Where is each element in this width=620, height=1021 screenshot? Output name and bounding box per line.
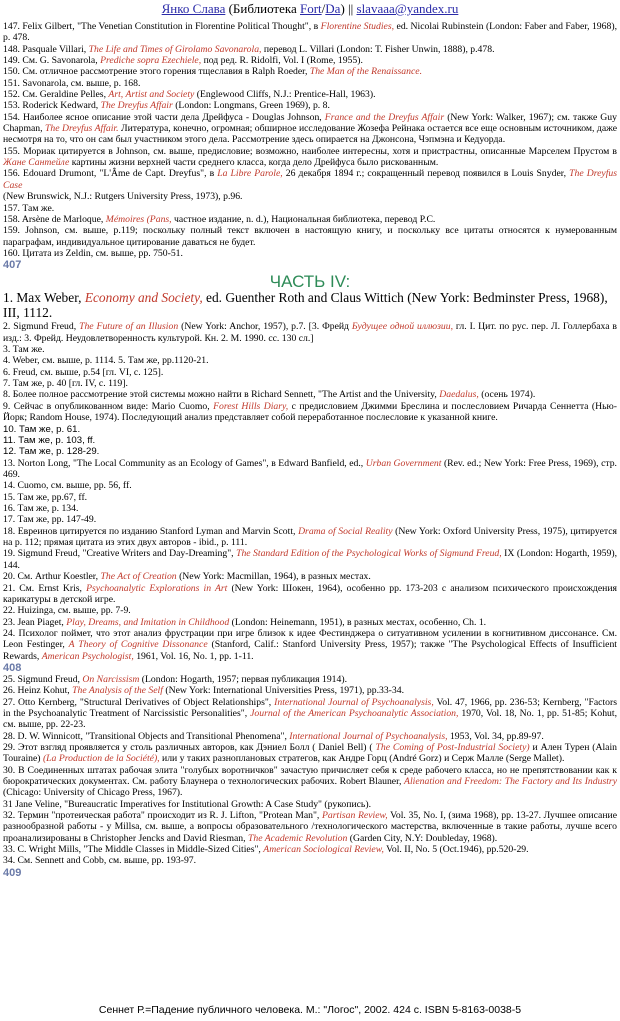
footnote-text: 150. См. отличное рассмотрение этого горения тщеславия в Ralph Roeder, <box>3 66 310 78</box>
source-title: Drama of Social Reality <box>298 525 393 537</box>
source-title: International Journal of Psychoanalysis, <box>289 730 448 742</box>
footnote-text: 20. См. Arthur Koestler, <box>3 571 101 583</box>
footnote <box>3 765 617 799</box>
footnote: 11. Там же, p. 103, ff. <box>3 434 96 446</box>
footnote-text: 1953, Vol. 34, pp.89-97. <box>447 730 544 742</box>
source-title: The Act of Creation <box>100 571 177 583</box>
part-heading: ЧАСТЬ IV: <box>269 272 351 292</box>
source-title: Florentine Studies, <box>320 21 395 32</box>
footnote-text: 160. Цитата из Zeldin, см. выше, pp. 750-51. <box>3 247 183 259</box>
footnote-text: 147. Felix Gilbert, "The Venetian Constitution in Florentine Political Thought", в <box>3 21 321 32</box>
footnote <box>3 146 617 169</box>
footnote-text: 27. Otto Kernberg, "Structural Derivatives of Object Relationships", <box>3 696 275 708</box>
footnote-text: гл. I. Цит. по рус. пер. Л. Голлербаха в изд.: 3. Фрейд. Неудовлетворенность культурой. Кн. 2. М. 1990. сс. 130 сл.] <box>3 321 618 344</box>
footnote-text: 21. См. Ernst Kris, <box>3 582 87 594</box>
page-number: 407 <box>3 259 22 272</box>
footnote-text: 4. Weber, см. выше, p. 1114. 5. Там же, pp.1120-21. <box>3 355 209 367</box>
footnote-text: (осень 1974). <box>478 389 536 401</box>
source-title: Будущее одной иллюзии, <box>351 321 453 333</box>
footnote-text: 32. Термин "протеическая работа" происходит из R. J. Lifton, "Protean Man", <box>3 810 322 822</box>
footnote-text: под ред. R. Ridolfi, Vol. I (Rome, 1955). <box>201 55 363 67</box>
footnote-text: (Garden City, N.Y: Doubleday, 1968). <box>347 832 498 844</box>
footnote <box>3 685 617 696</box>
footnote-text: 153. Roderick Kedward, <box>3 100 101 112</box>
source-title: The Future of an Illusion <box>79 321 179 333</box>
source-title: Journal of the American Psychoanalytic Association, <box>250 707 459 719</box>
footnote-text: 34. См. Sennett and Cobb, см. выше, pp. 193-97. <box>3 855 197 867</box>
author-link[interactable]: Янко Слава <box>161 1 226 16</box>
footnote <box>3 742 617 765</box>
footnote-text: 24. Психолог поймет, что этот анализ фрустрации при игре близок к идее Фестинджера о ситуативном усилении в когнитивном диссонансе. См. Leon Festinger, <box>3 627 617 651</box>
source-title: Forest Hills Diary, <box>213 400 289 412</box>
footnote-text: (Stanford, Calif.: Stanford University Press, 1957); также "The Psychological Effects of Insufficient Rewards, <box>3 639 617 662</box>
source-title: American Psychologist, <box>41 650 134 662</box>
footnote <box>3 168 617 191</box>
footnote-text: (London: Hogarth, 1957; первая публикация 1914). <box>139 673 348 685</box>
footnote <box>3 492 617 503</box>
footnote-text: (New York: Macmillan, 1964), в разных местах. <box>176 571 371 583</box>
footnote: 12. Там же, p. 128-29. <box>3 446 100 458</box>
source-title: Жане Сантейле <box>3 157 70 169</box>
footnote-text: с предисловием Джимми Бреслина и послесловием Ричарда Сеннетта (Нью-Йорк; Random House, 1974). Последующий анализ представляет собой переработанное послесловие к указанной книге. <box>3 400 618 424</box>
footnote-text: (New York: Oxford University Press, 1975), цитируется на p. 112; прямая цитата из этих двух авторов - ibid., p. 111. <box>3 525 617 549</box>
footnote-text: 17. Там же, pp. 147-49. <box>3 514 97 526</box>
footnote-text: картины жизни верхней части среднего класса, когда дело Дрейфуса было рискованным. <box>69 157 439 169</box>
library-label: (Библиотека <box>228 1 300 16</box>
footnote <box>3 458 617 481</box>
footnote <box>3 225 617 248</box>
source-title: Play, Dreams, and Imitation in Childhood <box>66 616 230 628</box>
source-title: (La Production de la Société), <box>42 753 160 765</box>
footnote-text: 3. Там же. <box>3 344 45 356</box>
footnote-text: частное издание, n. d.), Национальная библиотека, перевод P.C. <box>171 213 436 225</box>
source-title: The Coming of Post-Industrial Society) <box>375 741 530 753</box>
page-footer: Сеннет Р.=Падение публичного человека. М.: "Логос", 2002. 424 с. ISBN 5-8163-0038-5 <box>98 1004 522 1016</box>
footnote-text: 23. Jean Piaget, <box>3 616 67 628</box>
footnote <box>3 344 617 355</box>
da-link[interactable]: Da <box>325 1 341 16</box>
footnote <box>3 674 617 685</box>
footnote <box>3 89 617 100</box>
footnote-text: 26. Heinz Kohut, <box>3 685 73 697</box>
footnote-text: 151. Savonarola, см. выше, p. 168. <box>3 77 141 89</box>
footnote <box>3 112 617 146</box>
footnote-text: 25. Sigmund Freud, <box>3 673 83 685</box>
footnote-text: 155. Мориак цитируется в Johnson, см. выше, предисловие; возможно, наиболее интересны, хотя и пристрастны, описанные Марселем Прустом в <box>3 145 617 157</box>
source-title: La Libre Parole, <box>217 168 283 180</box>
footnote <box>3 697 617 731</box>
source-title: The Academic Revolution <box>247 832 348 844</box>
footnote-text: 31 Jane Veline, "Bureaucratic Imperatives for Institutional Growth: A Case Study" (рукопись). <box>3 798 372 810</box>
source-title: Daedalus, <box>439 389 479 401</box>
footnote-text: (Englewood Cliffs, N.J.: Prentice-Hall, 1963). <box>194 89 376 101</box>
footnote-text: 156. Edouard Drumont, "L'Âme de Capt. Dreyfus", в <box>3 168 218 180</box>
footnote-text: 6. Freud, см. выше, p.54 [гл. VI, с. 125]. <box>3 366 164 378</box>
footnote <box>3 548 617 571</box>
footnote-text: ed. Guenther Roth and Claus Wittich (New York: Bedminster Press, 1968), III, 1112. <box>3 290 608 320</box>
footnote-text: 8. Более полное рассмотрение этой системы можно найти в Richard Sennett, "The Artist and the University, <box>3 389 440 401</box>
source-title: American Sociological Review, <box>263 844 384 856</box>
footnote-text: Vol. 47, 1966, pp. 236-53; Kernberg, "Factors in the Psychoanalytic Treatment of Narcissistic Personalities", <box>3 696 617 719</box>
footnote-text: Литература, конечно, огромная; обширное исследование Жозефа Рейнака остается все еще основным источником, даже несмотря на то, что он сам был участником этого дела. Рассмотрение здесь опирается на Джонсона, Чэпмэна и Кедуорда. <box>3 123 618 146</box>
source-title: The Dreyfus Affair. <box>45 123 119 135</box>
footnote <box>3 799 617 810</box>
footnote <box>3 844 617 855</box>
footnote-text: Vol. II, No. 5 (Oct.1946), pp.520-29. <box>383 844 529 856</box>
footnote <box>3 571 617 582</box>
footnote <box>3 731 617 742</box>
footnote-text: 157. Там же. <box>3 202 55 214</box>
footnote-text: 15. Там же, pp.67, ff. <box>3 491 88 503</box>
source-title: International Journal of Psychoanalysis, <box>274 696 434 708</box>
footnote <box>3 480 617 491</box>
source-title: France and the Dreyfus Affair <box>324 111 445 123</box>
footnote <box>3 100 617 111</box>
source-title: The Man of the Renaissance. <box>309 66 423 78</box>
footnote-text: (New York: International Universities Press, 1971), pp.33-34. <box>162 685 405 697</box>
footnote-text: 18. Евреинов цитируется по изданию Stanford Lyman and Marvin Scott, <box>3 525 299 537</box>
footnote-text: 22. Huizinga, см. выше, pp. 7-9. <box>3 605 131 617</box>
notes-content <box>0 18 620 879</box>
footnote <box>3 191 617 202</box>
footnote <box>3 367 617 378</box>
footnote-text: 152. См. Geraldine Pelles, <box>3 89 109 101</box>
footnote-text: ed. Nicolai Rubinstein (London: Faber and Faber, 1968), p. 478. <box>3 21 617 44</box>
source-title: The Dreyfus Case <box>3 168 618 191</box>
fort-link[interactable]: Fort <box>300 1 322 16</box>
footnote <box>3 855 617 866</box>
footnote <box>3 214 617 225</box>
footnote-text: 148. Pasquale Villari, <box>3 43 89 55</box>
footnote-text: 19. Sigmund Freud, "Creative Writers and Day-Dreaming", <box>3 548 237 560</box>
footnote-text: 13. Norton Long, "The Local Community as an Ecology of Games", в Edward Banfield, ed., <box>3 457 366 469</box>
footnote <box>3 617 617 628</box>
footnote <box>3 203 617 214</box>
footnote <box>3 583 617 606</box>
footnote-text: (London: Heinemann, 1951), в разных местах, особенно, Ch. 1. <box>229 616 487 628</box>
footnote <box>3 55 617 66</box>
footnote-text: 2. Sigmund Freud, <box>3 321 80 333</box>
source-title: Prediche sopra Ezechiele, <box>100 55 202 67</box>
footnote-text: Vol. 35, No. I, (зима 1968), pp. 13-27. Лучшее описание разнообразной работы - у Millsa, см. выше, а вопросы образовательного /технологического мастерства, включенные в такие работы, лучше всего проанализированы в Christopher Jencks and David Riesman, <box>3 810 618 844</box>
source-title: On Narcissism <box>82 673 140 685</box>
footnote-text: 14. Cuomo, см. выше, pp. 56, ff. <box>3 480 132 492</box>
source-title: Art, Artist and Society <box>108 89 195 101</box>
footnote-text: 16. Там же, p. 134. <box>3 503 79 515</box>
page-header: Янко Слава (Библиотека Fort/Da) || slavaaa@yandex.ru <box>161 1 459 16</box>
email-link[interactable]: slavaaa@yandex.ru <box>356 1 459 16</box>
footnote <box>3 628 617 662</box>
footnote-text: 1970, Vol. 18, No. 1, pp. 51-85; Kohut, см. выше, pp. 22-23. <box>3 707 617 731</box>
footnote-text: 154. Наиболее ясное описание этой части дела Дрейфуса - Douglas Johnson, <box>3 111 325 123</box>
footnote <box>3 503 617 514</box>
source-title: The Analysis of the Self <box>72 685 163 697</box>
footnote: 10. Там же, p. 61. <box>3 423 81 435</box>
source-title: Psychoanalytic Explorations in Art <box>86 582 228 594</box>
footnote <box>3 605 617 616</box>
page-number: 408 <box>3 661 22 674</box>
footnote-text: 1. Max Weber, <box>3 290 85 306</box>
footnote-text: 7. Там же, p. 40 [гл. IV, с. 119]. <box>3 378 128 390</box>
footnote <box>3 21 617 44</box>
footnote-text: и Ален Турен (Alain Touraine) <box>3 741 618 765</box>
source-title: Partisan Review, <box>321 810 388 822</box>
footnote-text: 28. D. W. Winnicott, "Transitional Objects and Transitional Phenomena", <box>3 730 290 742</box>
source-title: The Life and Times of Girolamo Savonarola, <box>88 43 262 55</box>
footnote <box>3 321 617 344</box>
footnote-text: (New York: Walker, 1967); см. также Guy Chapman, <box>3 111 617 135</box>
source-title: Mémoires (Pans, <box>105 213 172 225</box>
footnote-text: 9. Сейчас в опубликованном виде: Mario Cuomo, <box>3 400 214 412</box>
footnote-text: (Chicago: University of Chicago Press, 1967). <box>3 787 183 799</box>
footnote <box>3 44 617 55</box>
footnote <box>3 810 617 844</box>
footnote-text: 149. См. G. Savonarola, <box>3 55 101 67</box>
footnote-text: (New York: Anchor, 1957), p.7. [3. Фрейд <box>178 321 352 333</box>
footnote-text: (London: Longmans, Green 1969), p. 8. <box>172 100 330 112</box>
footnote-text: (New York: Шокен, 1964), особенно pp. 173-203 с анализом психического происхождения карикатуры в детской игре. <box>3 582 617 605</box>
source-title: A Theory of Cognitive Dissonance <box>68 639 208 651</box>
footnote-text: 29. Этот взгляд проявляется у столь различных авторов, как Дэниел Болл ( Daniel Bell) ( <box>3 741 376 753</box>
footnote-text: 159. Johnson, см. выше, p.119; поскольку полный текст включен в настоящую книгу, и поскольку все цитаты относятся к нумерованным параграфам, индивидуальное цитирование даваться не будет. <box>3 225 617 248</box>
footnote <box>3 291 617 320</box>
footnote-text: (Rev. ed.; New York: Free Press, 1969), стр. 469. <box>3 457 617 481</box>
source-title: Urban Government <box>365 457 442 469</box>
footnote <box>3 378 617 389</box>
footnote <box>3 526 617 549</box>
footnote-text: 158. Arsène de Marloque, <box>3 213 106 225</box>
page-number: 409 <box>3 866 22 879</box>
source-title: Alienation and Freedom: The Factory and Its Industry <box>404 776 617 787</box>
footnote <box>3 66 617 77</box>
source-title: Economy and Society, <box>84 290 203 306</box>
footnote <box>3 514 617 525</box>
footnote-text: IX (London: Hogarth, 1959), 144. <box>3 548 618 571</box>
footnote-text: 30. В Соединенных штатах рабочая элита "голубых воротничков" зачастую причисляет себя к среде рабочего класса, но не препятствовании как к бюрократических документах. См. работу Блаунера о технологических рабочих. Robert Blauner, <box>3 764 617 787</box>
footnote-text: 33. C. Wright Mills, "The Middle Classes in Middle-Sized Cities", <box>3 844 264 856</box>
footnote-text: (New Brunswick, N.J.: Rutgers University Press, 1973), p.96. <box>3 191 243 203</box>
footnote-text: 1961, Vol. 16, No. 1, pp. 1-11. <box>133 650 254 662</box>
footnote-text: или у таких разноплановых стратегов, как Андре Горц (André Gorz) и Серж Малле (Serge Mallet). <box>159 753 565 765</box>
footnote <box>3 248 617 259</box>
footnote <box>3 355 617 366</box>
footnote <box>3 401 617 424</box>
footnote-text: перевод L. Villari (London: T. Fisher Unwin, 1888), p.478. <box>261 43 495 55</box>
footnote-text: 26 декабря 1894 г.; сокращенный перевод появился в Louis Snyder, <box>282 168 570 180</box>
footnote <box>3 389 617 400</box>
source-title: The Standard Edition of the Psychological Works of Sigmund Freud, <box>236 548 502 560</box>
footnote <box>3 78 617 89</box>
source-title: The Dreyfus Affair <box>100 100 173 112</box>
